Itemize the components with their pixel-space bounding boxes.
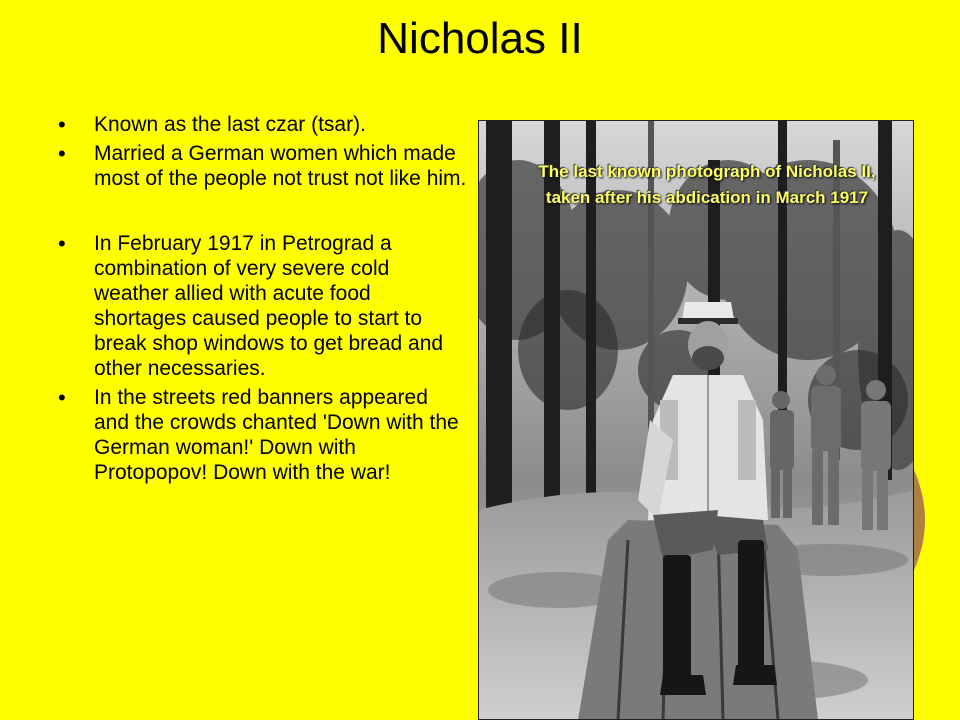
bullet-item [58,112,468,137]
bullet-dot: • [58,231,66,256]
bullet-text: Married a German women which made most of the people not trust not like him. [94,142,467,190]
edge-strip-graphic [914,470,938,570]
bullet-text: Known as the last czar (tsar). [94,113,366,136]
bullet-dot: • [58,385,66,410]
bullet-dot: • [58,112,66,137]
bullet-dot: • [58,141,66,166]
bullet-text: In February 1917 in Petrograd a combination of very severe cold weather allied with acute food shortages caused people to start to break shop windows to get bread and other necessaries. [94,232,444,380]
bullet-item [58,385,468,485]
caption-line-2: taken after his abdication in March 1917 [545,188,869,207]
photo-caption [462,159,952,211]
bullet-list [58,112,468,489]
slide-title: Nicholas II [377,14,583,63]
caption-line-1: The last known photograph of Nicholas II, [538,162,876,181]
bullet-text: In the streets red banners appeared and the crowds chanted 'Down with the German woman!' Down with Protopopov! Down with the war! [94,386,459,484]
bullet-item [58,141,468,191]
bullet-item [58,231,468,381]
photo-edge-strip [914,470,938,570]
